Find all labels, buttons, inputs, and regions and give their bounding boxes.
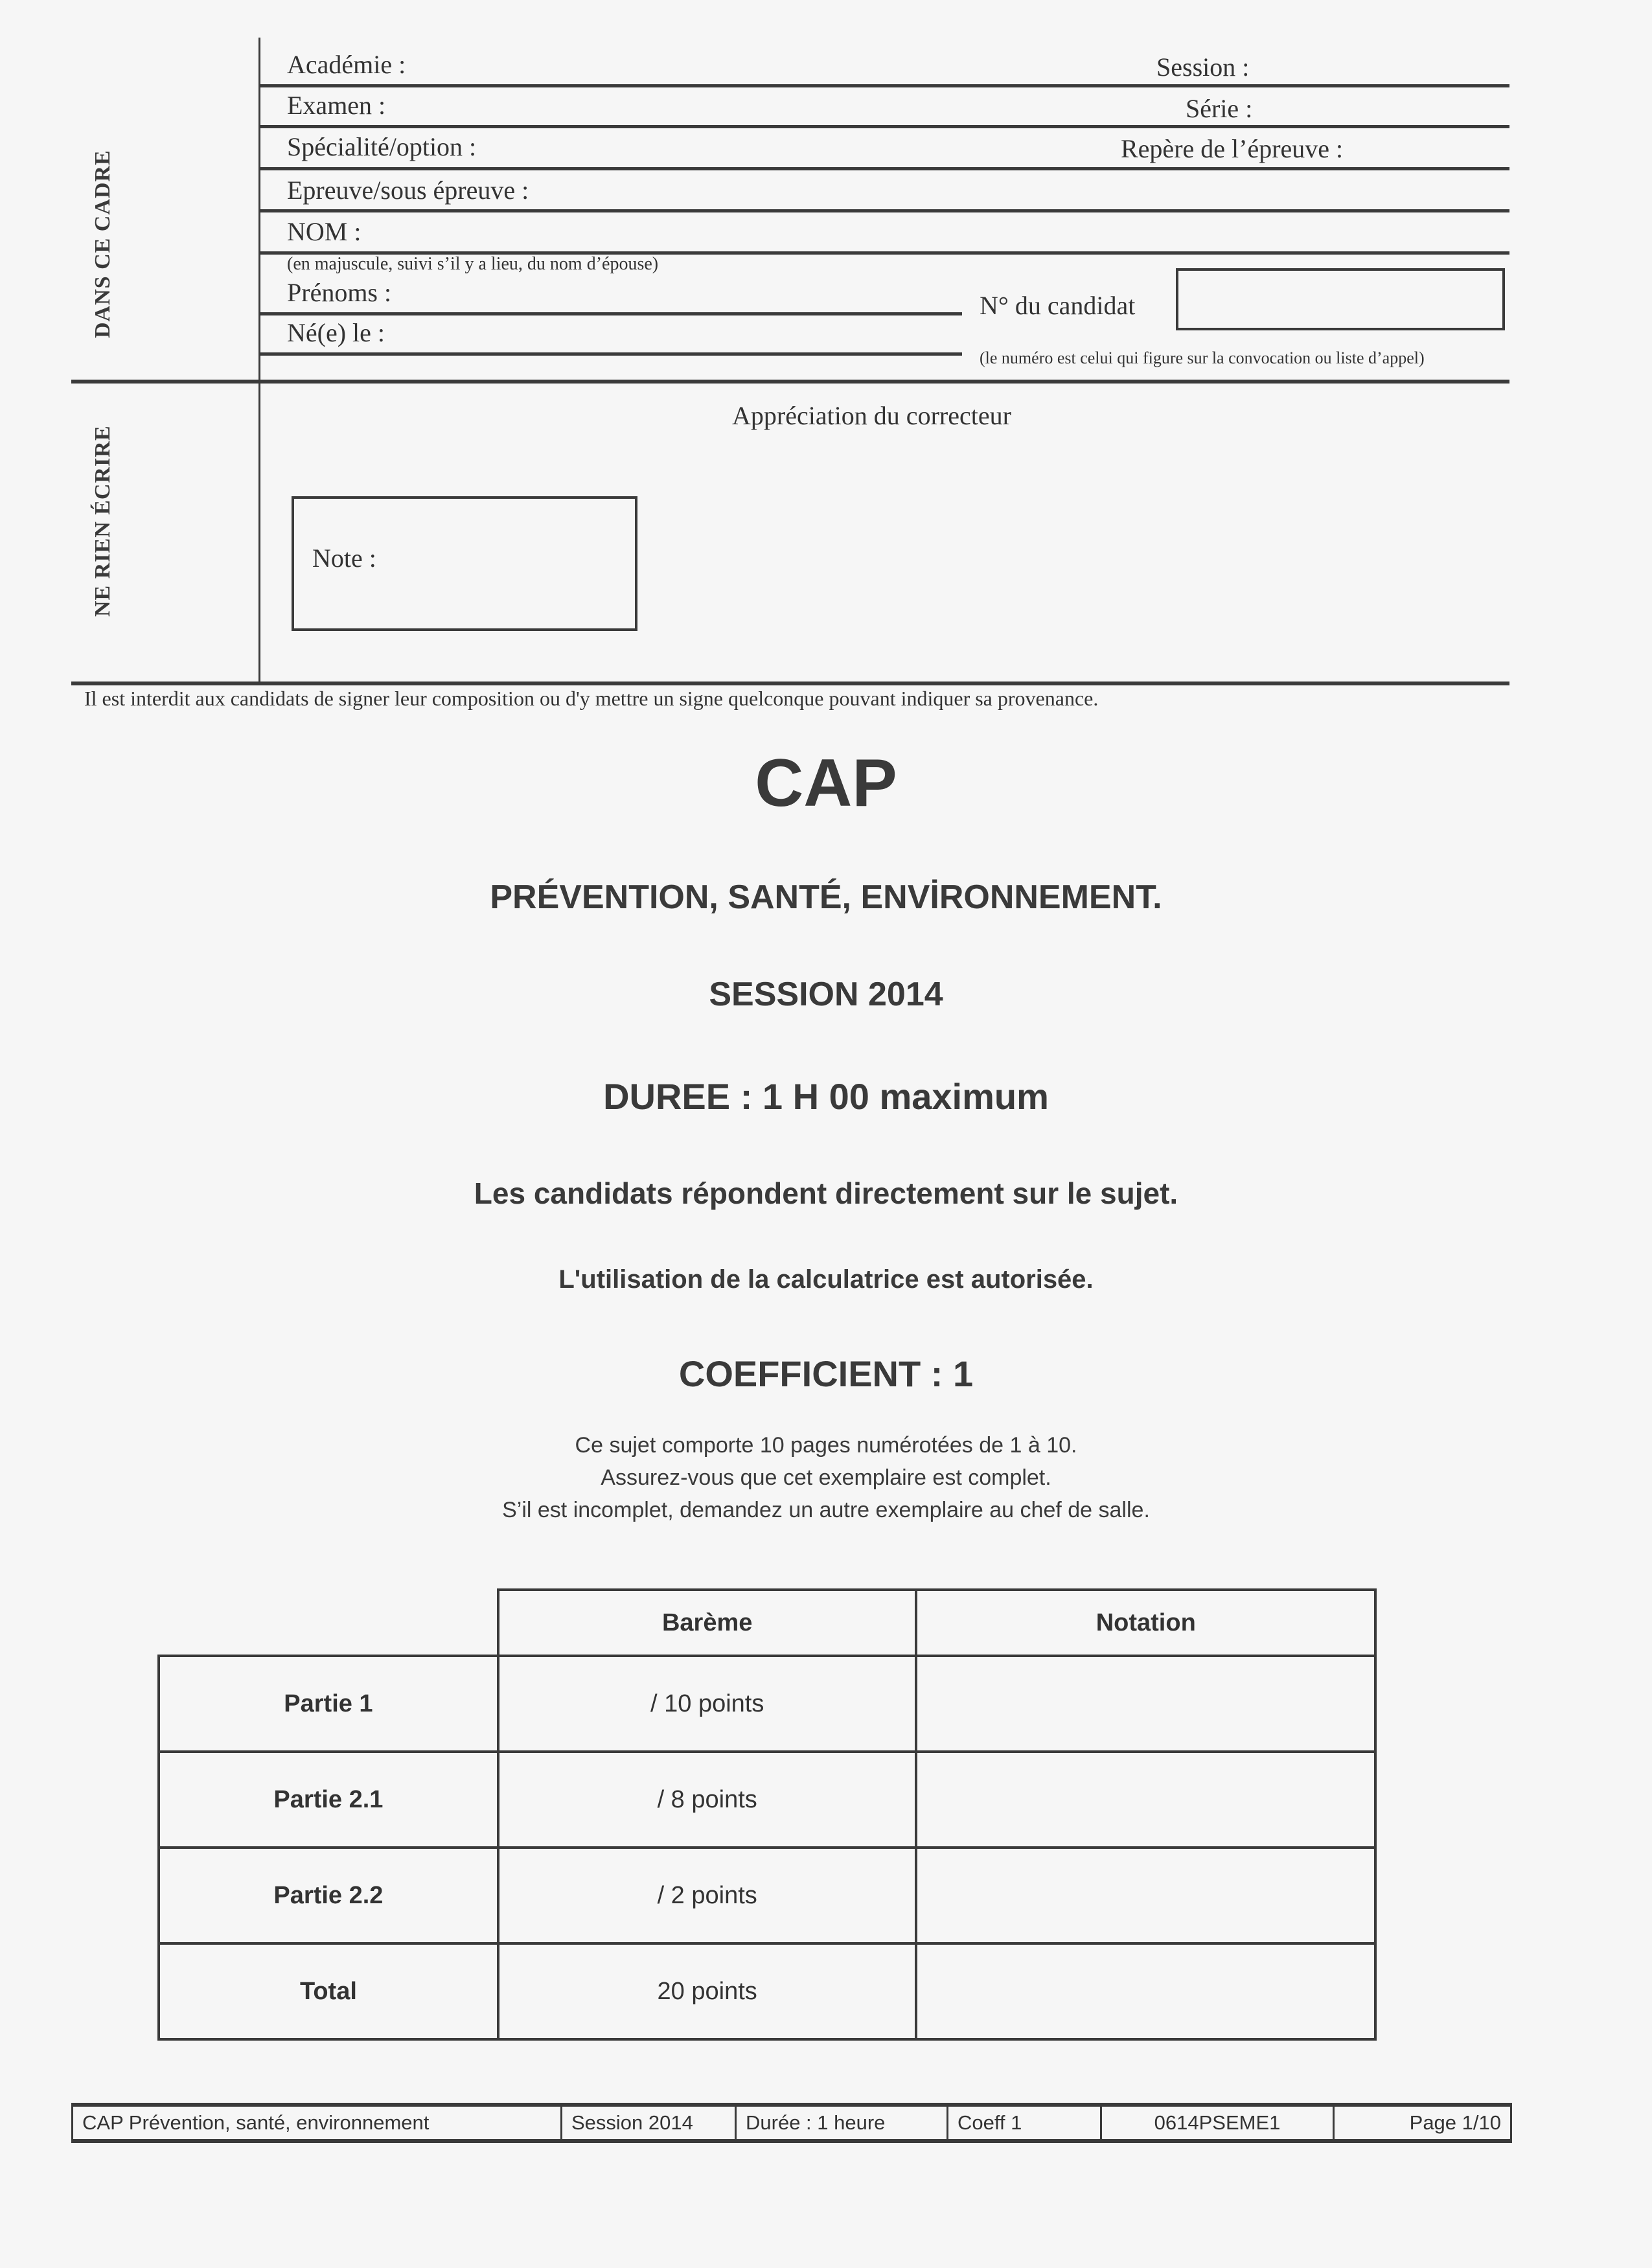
separator-rule [71,380,1509,384]
field-prenoms: Prénoms : [287,278,392,307]
row-bareme: / 10 points [498,1656,917,1752]
header-blank-cell [159,1590,498,1656]
table-row [159,1943,1375,2039]
rule-3 [259,167,1509,170]
table-row [159,1848,1375,1943]
footer-page: Page 1/10 [1409,2111,1501,2134]
row-notation[interactable] [916,1752,1375,1848]
row-notation[interactable] [916,1943,1375,2039]
instruction-answer: Les candidats répondent directement sur le sujet. [474,1176,1178,1210]
candidate-number-hint: (le numéro est celui qui figure sur la convocation ou liste d’appel) [980,349,1425,367]
table-row [159,1752,1375,1848]
field-specialite: Spécialité/option : [287,132,477,161]
rule-2 [259,125,1509,128]
coefficient-title: COEFFICIENT : 1 [678,1353,974,1394]
row-part: Partie 1 [159,1656,498,1752]
provenance-warning: Il est interdit aux candidats de signer leur composition ou d'y mettre un signe quelconque pouvant indiquer sa provenance. [84,687,1099,710]
footer-session: Session 2014 [562,2107,737,2139]
footer-title: CAP Prévention, santé, environnement [73,2107,562,2139]
rule-4 [259,209,1509,212]
scoring-table [157,1588,1377,2041]
field-nom: NOM : [287,217,361,246]
note-label: Note : [312,544,376,573]
field-serie: Série : [1186,94,1253,123]
session-title: SESSION 2014 [709,976,943,1013]
row-bareme: / 2 points [498,1848,917,1943]
header-bareme: Barème [498,1590,917,1656]
instruction-calculator: L'utilisation de la calculatrice est autorisée. [558,1265,1094,1294]
rule-1 [259,84,1509,87]
notice-line-1: Ce sujet comporte 10 pages numérotées de 1 à 10. [575,1433,1077,1458]
row-part: Total [159,1943,498,2039]
field-epreuve: Epreuve/sous épreuve : [287,176,529,205]
subject-title: PRÉVENTION, SANTÉ, ENVİRONNEMENT. [490,878,1162,916]
duration-title: DUREE : 1 H 00 maximum [603,1076,1049,1117]
footer-coeff: Coeff 1 [948,2107,1102,2139]
header-notation: Notation [916,1590,1375,1656]
notice-line-3: S’il est incomplet, demandez un autre exemplaire au chef de salle. [502,1498,1150,1522]
field-naissance: Né(e) le : [287,318,385,347]
row-part: Partie 2.1 [159,1752,498,1848]
side-label-dans-ce-cadre: DANS CE CADRE [91,150,115,338]
footer-duration: Durée : 1 heure [737,2107,948,2139]
nom-hint: (en majuscule, suivi s’il y a lieu, du nom d’épouse) [287,254,659,274]
row-notation[interactable] [916,1656,1375,1752]
form-left-border [258,38,260,685]
bottom-form-rule [71,682,1509,685]
rule-prenoms [259,312,962,315]
row-notation[interactable] [916,1848,1375,1943]
exam-title: CAP [755,746,897,821]
row-bareme: / 8 points [498,1752,917,1848]
side-label-ne-rien-ecrire: NE RIEN ÉCRIRE [91,425,115,617]
row-bareme: 20 points [498,1943,917,2039]
field-repere: Repère de l’épreuve : [1121,134,1344,163]
rule-naissance [259,352,962,356]
row-part: Partie 2.2 [159,1848,498,1943]
page-footer [71,2103,1512,2143]
candidate-number-label: N° du candidat [980,291,1136,320]
field-examen: Examen : [287,91,386,120]
field-academie: Académie : [287,50,406,79]
notice-line-2: Assurez-vous que cet exemplaire est complet. [601,1465,1051,1490]
table-row [159,1656,1375,1752]
candidate-number-box[interactable] [1176,268,1505,330]
scoring-header-row [159,1590,1375,1656]
appreciation-label: Appréciation du correcteur [732,401,1011,430]
footer-code: 0614PSEME1 [1102,2107,1335,2139]
field-session: Session : [1156,52,1250,82]
